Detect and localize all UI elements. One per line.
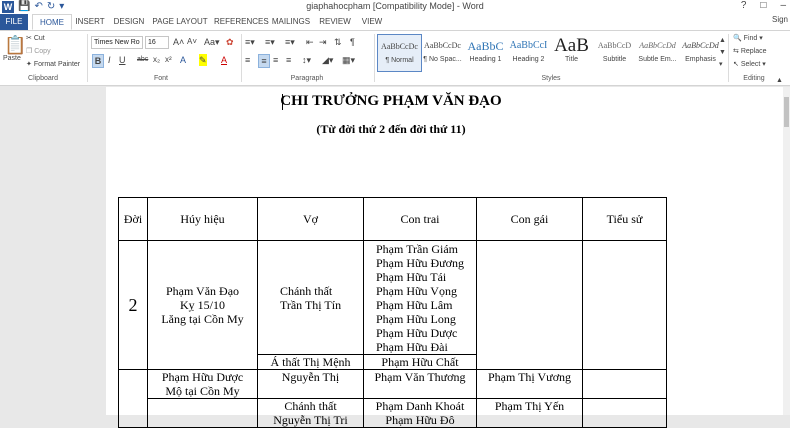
- style-preview: AaBbCcI: [509, 40, 548, 51]
- find-button[interactable]: 🔍 Find ▾: [733, 35, 763, 42]
- name-cell: [148, 370, 258, 399]
- word-app-icon[interactable]: W: [3, 2, 13, 12]
- tab-page-layout[interactable]: PAGE LAYOUT: [152, 17, 208, 26]
- bullets-icon[interactable]: ≡▾: [245, 37, 255, 47]
- sort-icon[interactable]: ⇅: [334, 37, 342, 47]
- son-name: Phạm Hữu Long: [375, 311, 456, 326]
- son-name: Phạm Hữu Tái: [375, 269, 447, 284]
- name-line: Mộ tại Cồn My: [165, 384, 240, 398]
- scroll-thumb[interactable]: [784, 97, 789, 127]
- style-preview: AaBbCcDd: [639, 41, 676, 50]
- sons-cell: [364, 399, 477, 428]
- ribbon-home: [0, 30, 790, 86]
- justify-icon[interactable]: ≡: [286, 55, 292, 65]
- style-no-spacing[interactable]: [420, 34, 465, 72]
- paste-button[interactable]: Paste: [3, 55, 21, 62]
- style-name: Subtitle: [602, 56, 627, 63]
- styles-scroll-up-icon[interactable]: ▲: [719, 37, 726, 44]
- align-center-icon[interactable]: ≡: [258, 54, 270, 68]
- table-row: [119, 399, 667, 428]
- text-effects-icon[interactable]: A: [180, 55, 187, 65]
- ribbon-display-icon[interactable]: □: [760, 0, 767, 11]
- biography-cell: [583, 370, 667, 399]
- name-line: Kỵ 15/10: [180, 298, 225, 312]
- tab-design[interactable]: DESIGN: [113, 17, 145, 26]
- copy-button[interactable]: [26, 47, 51, 55]
- sons-cell: Phạm Hữu Chất: [364, 355, 477, 370]
- tab-references[interactable]: REFERENCES: [214, 17, 269, 26]
- help-button[interactable]: ?: [740, 0, 747, 11]
- sons-cell: Phạm Văn Thương: [364, 370, 477, 399]
- styles-more-icon[interactable]: ▾: [719, 61, 723, 68]
- son-name: Phạm Hữu Đài: [375, 339, 448, 354]
- bold-icon[interactable]: B: [92, 54, 104, 68]
- name-cell: [148, 399, 258, 428]
- window-controls: [741, 0, 786, 11]
- italic-icon[interactable]: I: [108, 55, 111, 65]
- change-case-icon[interactable]: Aa▾: [204, 37, 220, 47]
- cut-label: Cut: [33, 35, 45, 42]
- minimize-button[interactable]: –: [780, 0, 786, 11]
- style-name: Heading 2: [512, 56, 545, 63]
- tab-insert[interactable]: INSERT: [75, 17, 105, 26]
- tab-file[interactable]: FILE: [0, 14, 28, 30]
- format-painter-button[interactable]: [26, 60, 80, 68]
- son-name: Phạm Hữu Đương: [375, 255, 465, 270]
- style-name: Heading 1: [469, 56, 502, 63]
- decrease-indent-icon[interactable]: ⇤: [306, 37, 314, 47]
- format-painter-label: Format Painter: [33, 61, 81, 68]
- sign-in-link[interactable]: Sign: [771, 15, 788, 24]
- style-name: ¶ No Spac...: [423, 56, 462, 63]
- borders-icon[interactable]: ▦▾: [342, 55, 356, 65]
- style-heading-2[interactable]: [506, 34, 551, 72]
- wife-line: Trần Thị Tín: [279, 297, 342, 312]
- table-row: [119, 370, 667, 399]
- undo-icon[interactable]: ↶: [34, 1, 43, 12]
- biography-cell: [583, 241, 667, 370]
- header-sons: Con trai: [364, 198, 477, 241]
- clipboard-group-label: Clipboard: [28, 75, 58, 82]
- table-header-row: [119, 198, 667, 241]
- line-spacing-icon[interactable]: ↕▾: [302, 55, 312, 65]
- cut-button[interactable]: [26, 34, 45, 42]
- align-right-icon[interactable]: ≡: [273, 55, 279, 65]
- increase-indent-icon[interactable]: ⇥: [319, 37, 327, 47]
- styles-gallery: [377, 34, 717, 72]
- generation-number: [119, 370, 148, 428]
- wife-cell: [258, 399, 364, 428]
- styles-group-label: Styles: [541, 75, 561, 82]
- table-row: [119, 241, 667, 355]
- style-name: Subtle Em...: [638, 56, 677, 63]
- biography-cell: [583, 399, 667, 428]
- wife-line: Chánh thất: [279, 283, 333, 298]
- tab-home[interactable]: HOME: [32, 14, 72, 30]
- son-name: Phạm Hữu Dược: [375, 325, 458, 340]
- style-preview: AaBbCcDd: [682, 41, 719, 50]
- daughters-cell: [477, 241, 583, 370]
- superscript-icon[interactable]: x²: [165, 55, 172, 64]
- wife-cell: Nguyễn Thị: [258, 370, 364, 399]
- document-area: [0, 87, 790, 427]
- wife-cell: Á thất Thị Mệnh: [258, 355, 364, 370]
- style-normal[interactable]: [377, 34, 422, 72]
- style-name: Title: [565, 56, 578, 63]
- window-title: giaphahocpham [Compatibility Mode] - Word: [306, 1, 484, 11]
- editing-group-label: Editing: [743, 75, 765, 82]
- son-name: Phạm Danh Khoát: [375, 399, 465, 413]
- brush-icon: ✦: [26, 61, 32, 68]
- style-preview: AaBbCcDc: [424, 41, 461, 50]
- font-size-select[interactable]: 16: [145, 36, 169, 49]
- replace-icon: ⇆: [733, 48, 739, 55]
- font-group-label: Font: [153, 75, 168, 82]
- highlight-icon[interactable]: ✎: [199, 55, 207, 65]
- style-emphasis[interactable]: [678, 34, 723, 72]
- font-name-select[interactable]: Times New Ro: [91, 36, 143, 49]
- show-marks-icon[interactable]: ¶: [350, 37, 355, 47]
- name-line: Lăng tại Cồn My: [161, 312, 244, 326]
- copy-icon: ❐: [26, 48, 33, 55]
- vertical-scrollbar[interactable]: [783, 87, 790, 415]
- header-generation: Đời: [119, 198, 148, 241]
- style-name: Emphasis: [685, 56, 716, 63]
- style-title[interactable]: [549, 34, 594, 72]
- copy-label: Copy: [34, 48, 51, 55]
- son-name: Phạm Hữu Vọng: [375, 283, 457, 298]
- tab-review[interactable]: REVIEW: [319, 17, 351, 26]
- wife-cell: [258, 241, 364, 355]
- header-biography: Tiểu sử: [583, 198, 667, 241]
- select-button[interactable]: ↖ Select ▾: [733, 61, 766, 68]
- find-label: Find: [743, 35, 758, 42]
- cursor-icon: ↖: [733, 61, 739, 68]
- son-name: Phạm Hữu Lâm: [375, 297, 453, 312]
- paste-icon[interactable]: 📋: [4, 35, 27, 55]
- scissors-icon: ✂: [26, 35, 32, 42]
- son-name: Phạm Hữu Đô: [385, 413, 455, 427]
- style-preview: AaB: [554, 35, 589, 56]
- name-cell: [148, 241, 258, 370]
- font-color-icon[interactable]: A: [221, 55, 228, 65]
- customize-qat-icon[interactable]: ▾: [59, 1, 65, 12]
- multilevel-list-icon[interactable]: ≡▾: [285, 37, 295, 47]
- collapse-ribbon-icon[interactable]: ▲: [776, 77, 783, 84]
- daughters-cell: Phạm Thị Yến: [477, 399, 583, 428]
- style-preview: AaBbCcD: [597, 41, 632, 50]
- paragraph-group-label: Paragraph: [290, 75, 324, 82]
- grow-font-icon[interactable]: A˄: [173, 37, 185, 47]
- style-subtitle[interactable]: [592, 34, 637, 72]
- strikethrough-icon[interactable]: abc: [137, 56, 149, 63]
- daughters-cell: Phạm Thị Vương: [477, 370, 583, 399]
- shading-icon[interactable]: ◢▾: [322, 55, 334, 65]
- name-line: Phạm Văn Đạo: [165, 284, 240, 298]
- document-subheading: (Từ đời thứ 2 đến đời thứ 11): [316, 122, 466, 136]
- wife-line: Nguyễn Thị Tri: [273, 413, 348, 427]
- wife-line: Chánh thất: [284, 399, 337, 413]
- son-name: Phạm Trần Giám: [375, 241, 458, 256]
- ribbon-tab-bar: [0, 14, 790, 30]
- search-icon: 🔍: [733, 35, 742, 42]
- header-daughters: Con gái: [477, 198, 583, 241]
- underline-icon[interactable]: U: [119, 55, 126, 65]
- replace-label: Replace: [740, 48, 767, 55]
- clear-formatting-icon[interactable]: ✿: [226, 37, 234, 47]
- shrink-font-icon[interactable]: A˅: [187, 37, 198, 46]
- replace-button[interactable]: [733, 47, 767, 55]
- style-preview: AaBbCcDc: [381, 42, 418, 51]
- numbering-icon[interactable]: ≡▾: [265, 37, 275, 47]
- subscript-icon[interactable]: x₂: [153, 55, 161, 64]
- style-name: ¶ Normal: [385, 57, 414, 64]
- style-subtle-emphasis[interactable]: [635, 34, 680, 72]
- header-name: Húy hiệu: [148, 198, 258, 241]
- header-wife: Vợ: [258, 198, 364, 241]
- separator: [374, 34, 375, 82]
- title-bar: [0, 0, 790, 14]
- style-heading-1[interactable]: [463, 34, 508, 72]
- tab-mailings[interactable]: MAILINGS: [271, 17, 311, 26]
- document-heading: CHI TRƯỞNG PHẠM VĂN ĐẠO: [280, 93, 502, 109]
- save-icon[interactable]: 💾: [18, 1, 31, 12]
- sons-cell: [364, 241, 477, 355]
- select-label: Select: [740, 61, 761, 68]
- genealogy-table: [118, 197, 667, 428]
- style-preview: AaBbC: [467, 39, 504, 53]
- name-line: Phạm Hữu Dược: [161, 370, 244, 384]
- styles-scroll-down-icon[interactable]: ▼: [719, 49, 726, 56]
- align-left-icon[interactable]: ≡: [245, 55, 251, 65]
- tab-view[interactable]: VIEW: [361, 17, 383, 26]
- redo-icon[interactable]: ↻: [46, 1, 56, 12]
- generation-number: 2: [119, 241, 148, 370]
